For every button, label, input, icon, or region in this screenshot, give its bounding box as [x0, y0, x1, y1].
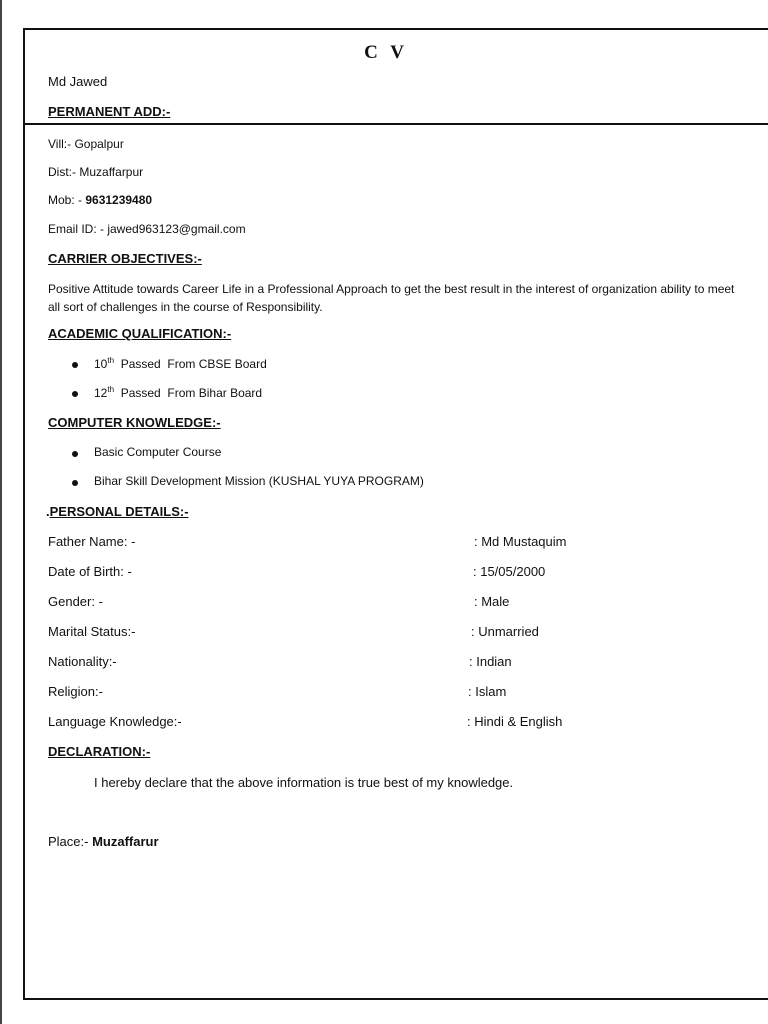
detail-label: Marital Status:-	[48, 624, 136, 639]
village-line	[48, 137, 124, 151]
email-value: jawed963123@gmail.com	[107, 222, 246, 236]
mobile-value: 9631239480	[85, 193, 153, 207]
bullet-icon	[72, 451, 78, 457]
bullet-icon	[72, 480, 78, 486]
applicant-name: Md Jawed	[48, 74, 108, 89]
detail-label: Father Name: -	[48, 534, 136, 549]
bullet-icon	[72, 391, 78, 397]
declaration-heading: DECLARATION:-	[48, 744, 151, 759]
detail-label: Date of Birth: -	[48, 564, 132, 579]
objective-heading: CARRIER OBJECTIVES:-	[48, 251, 202, 266]
district-value: Muzaffarpur	[79, 165, 144, 179]
detail-value: : Male	[474, 594, 510, 609]
objective-text: Positive Attitude towards Career Life in a Professional Approach to get the best result in the interest of organization ability to meet all sort of challenges in the course of Responsibility.	[48, 282, 735, 314]
detail-value: : Indian	[469, 654, 512, 669]
detail-value: : Hindi & English	[467, 714, 563, 729]
academic-sup: th	[107, 356, 115, 365]
detail-value: : Unmarried	[471, 624, 539, 639]
detail-label: Gender: -	[48, 594, 103, 609]
detail-label: Nationality:-	[48, 654, 117, 669]
mobile-label: Mob: -	[48, 193, 86, 207]
village-label: Vill:-	[48, 137, 75, 151]
declaration-text: I hereby declare that the above information is true best of my knowledge.	[94, 775, 514, 790]
place-label: Place:-	[48, 834, 93, 849]
detail-value: : Md Mustaquim	[474, 534, 567, 549]
detail-label: Religion:-	[48, 684, 103, 699]
academic-sup: th	[107, 385, 115, 394]
page-edge-line	[0, 0, 2, 1024]
header-divider	[23, 123, 768, 125]
district-line	[48, 165, 143, 179]
academic-heading: ACADEMIC QUALIFICATION:-	[48, 326, 232, 341]
email-label: Email ID: -	[48, 222, 108, 236]
email-line	[48, 222, 246, 236]
mobile-line	[48, 193, 152, 207]
academic-num: 10	[94, 357, 108, 371]
detail-value: : Islam	[468, 684, 507, 699]
district-label: Dist:-	[48, 165, 80, 179]
computer-item: Bihar Skill Development Mission (KUSHAL YUYA PROGRAM)	[94, 474, 424, 488]
bullet-icon	[72, 362, 78, 368]
personal-heading: PERSONAL DETAILS:-	[49, 504, 189, 519]
computer-heading: COMPUTER KNOWLEDGE:-	[48, 415, 221, 430]
computer-item: Basic Computer Course	[94, 445, 222, 459]
personal-prefix: .	[46, 504, 50, 519]
academic-item	[94, 356, 267, 371]
address-heading: PERMANENT ADD:-	[48, 104, 171, 119]
detail-label: Language Knowledge:-	[48, 714, 182, 729]
place-value: Muzaffarur	[92, 834, 159, 849]
academic-item	[94, 385, 262, 400]
place-line	[48, 834, 159, 849]
academic-text: Passed From CBSE Board	[114, 357, 267, 371]
academic-text: Passed From Bihar Board	[114, 386, 263, 400]
academic-num: 12	[94, 386, 108, 400]
document-title: C V	[364, 42, 408, 63]
detail-value: : 15/05/2000	[473, 564, 546, 579]
personal-heading-line	[46, 504, 189, 519]
village-value: Gopalpur	[74, 137, 124, 151]
